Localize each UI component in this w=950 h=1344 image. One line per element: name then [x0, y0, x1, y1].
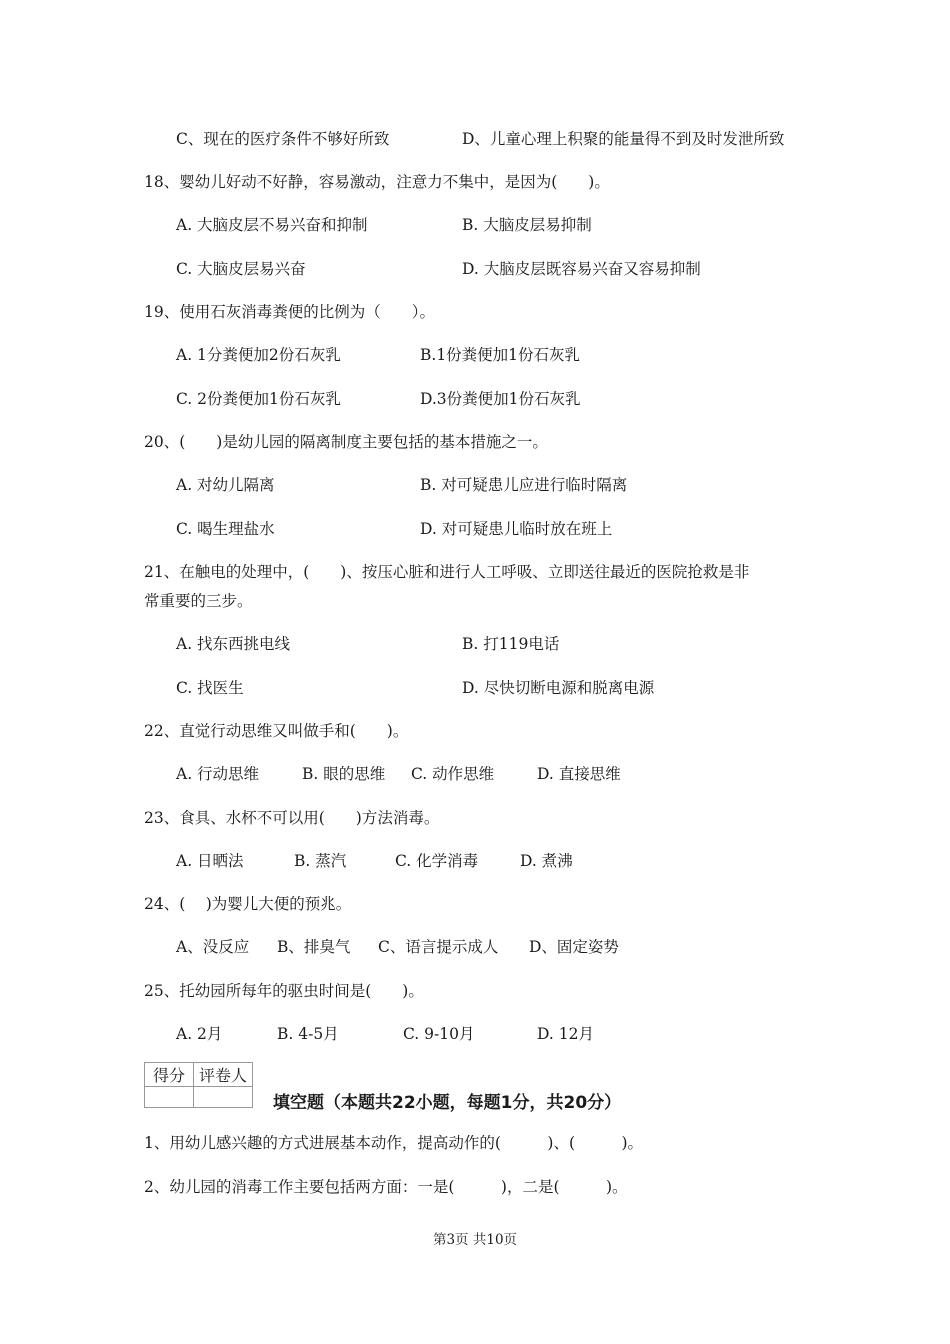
- q18-option-d: D. 大脑皮层既容易兴奋又容易抑制: [462, 260, 701, 278]
- q23-option-b: B. 蒸汽: [294, 852, 347, 870]
- q24-option-a: A、没反应: [176, 938, 250, 956]
- score-cell: [145, 1087, 194, 1108]
- q20-option-b: B. 对可疑患儿应进行临时隔离: [420, 476, 628, 494]
- option-c: C、现在的医疗条件不够好所致: [176, 130, 390, 148]
- q25-option-d: D. 12月: [537, 1025, 594, 1043]
- grader-header: 评卷人: [194, 1063, 253, 1087]
- fill-question-2: 2、幼儿园的消毒工作主要包括两方面：一是( )，二是( )。: [144, 1178, 628, 1196]
- question-21: 21、在触电的处理中，( )、按压心脏和进行人工呼吸、立即送往最近的医院抢救是非: [144, 563, 750, 581]
- question-25: 25、托幼园所每年的驱虫时间是( )。: [144, 982, 424, 1000]
- question-19: 19、使用石灰消毒粪便的比例为（ ）。: [144, 303, 435, 321]
- q22-option-d: D. 直接思维: [537, 765, 621, 783]
- q23-option-d: D. 煮沸: [520, 852, 573, 870]
- question-21-cont: 常重要的三步。: [144, 592, 253, 610]
- q25-option-c: C. 9-10月: [403, 1025, 475, 1043]
- q22-option-b: B. 眼的思维: [302, 765, 386, 783]
- question-24: 24、( )为婴儿大便的预兆。: [144, 895, 352, 913]
- q21-option-d: D. 尽快切断电源和脱离电源: [462, 679, 655, 697]
- q21-option-c: C. 找医生: [176, 679, 244, 697]
- q23-option-a: A. 日晒法: [176, 852, 244, 870]
- q20-option-c: C. 喝生理盐水: [176, 520, 275, 538]
- q23-option-c: C. 化学消毒: [395, 852, 479, 870]
- q20-option-a: A. 对幼儿隔离: [176, 476, 275, 494]
- q21-option-a: A. 找东西挑电线: [176, 635, 291, 653]
- page-footer: 第3页 共10页: [432, 1232, 518, 1248]
- q21-option-b: B. 打119电话: [462, 635, 560, 653]
- fill-question-1: 1、用幼儿感兴趣的方式进展基本动作，提高动作的( )、( )。: [144, 1134, 644, 1152]
- question-23: 23、食具、水杯不可以用( )方法消毒。: [144, 809, 440, 827]
- q25-option-a: A. 2月: [176, 1025, 223, 1043]
- q24-option-b: B、排臭气: [277, 938, 351, 956]
- score-table: [144, 1062, 253, 1108]
- option-d: D、儿童心理上积聚的能量得不到及时发泄所致: [462, 130, 785, 148]
- q19-option-a: A. 1分粪便加2份石灰乳: [176, 346, 341, 364]
- score-header: 得分: [145, 1063, 194, 1087]
- q18-option-a: A. 大脑皮层不易兴奋和抑制: [176, 216, 368, 234]
- section-title: 填空题（本题共22小题，每题1分，共20分）: [273, 1093, 622, 1113]
- q18-option-b: B. 大脑皮层易抑制: [462, 216, 592, 234]
- q24-option-d: D、固定姿势: [529, 938, 619, 956]
- q25-option-b: B. 4-5月: [277, 1025, 339, 1043]
- q22-option-a: A. 行动思维: [176, 765, 260, 783]
- question-18: 18、婴幼儿好动不好静，容易激动，注意力不集中，是因为( )。: [144, 173, 610, 191]
- question-20: 20、( )是幼儿园的隔离制度主要包括的基本措施之一。: [144, 433, 548, 451]
- question-22: 22、直觉行动思维又叫做手和( )。: [144, 722, 409, 740]
- q24-option-c: C、语言提示成人: [378, 938, 499, 956]
- q20-option-d: D. 对可疑患儿临时放在班上: [420, 520, 613, 538]
- q22-option-c: C. 动作思维: [411, 765, 495, 783]
- q19-option-d: D.3份粪便加1份石灰乳: [420, 390, 581, 408]
- q18-option-c: C. 大脑皮层易兴奋: [176, 260, 306, 278]
- q19-option-c: C. 2份粪便加1份石灰乳: [176, 390, 341, 408]
- grader-cell: [194, 1087, 253, 1108]
- q19-option-b: B.1份粪便加1份石灰乳: [420, 346, 581, 364]
